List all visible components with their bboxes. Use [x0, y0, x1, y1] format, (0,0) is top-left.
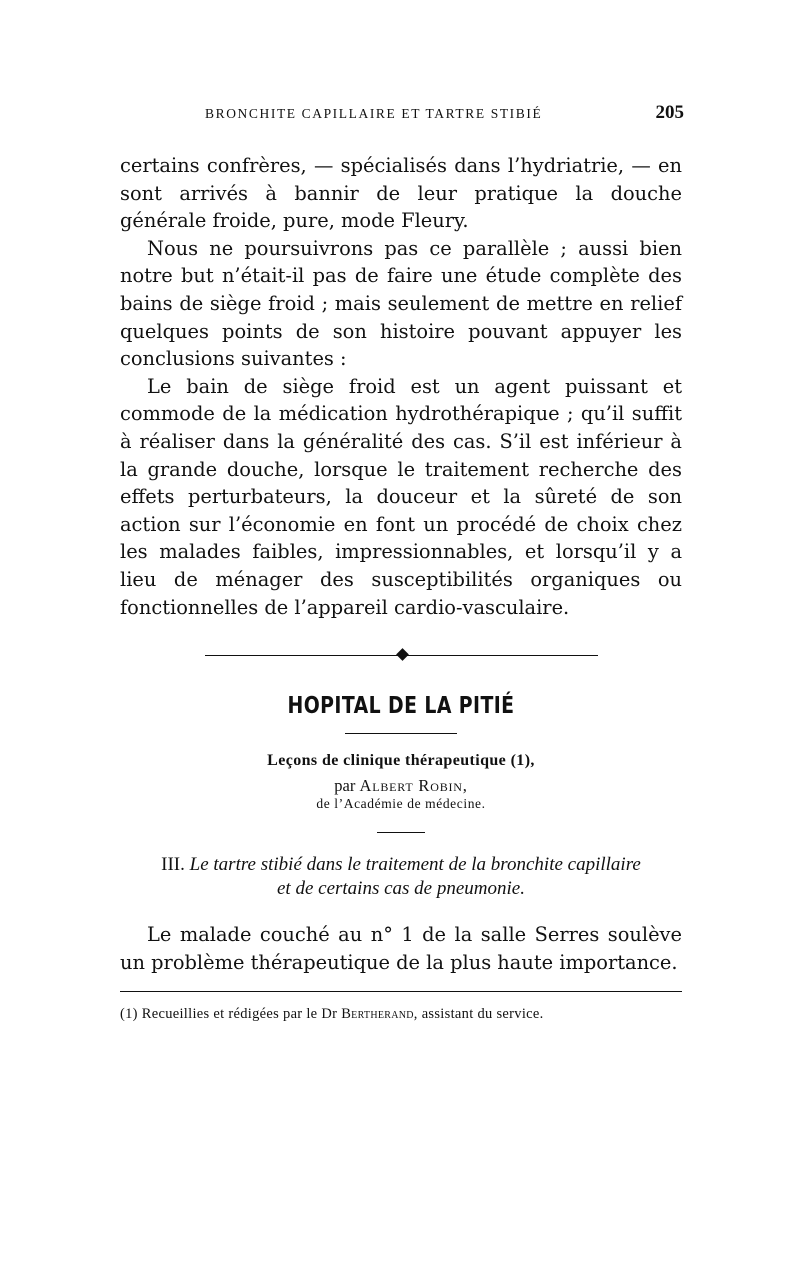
paragraph: Nous ne poursuivrons pas ce parallèle ; aussi bien notre but n’était-il pas de faire une étude complète des bains de siège froid ; mais seulement de mettre en relief quelques points de son histoire pouvant appuyer les conclusions suivantes :: [120, 236, 682, 371]
opening-text: [120, 921, 682, 977]
footnote-marker: (1): [120, 1006, 138, 1023]
footnote-rule: [120, 991, 682, 992]
paragraph: Le malade couché au n° 1 de la salle Serres soulève un problème thérapeutique de la plus haute importance.: [120, 923, 682, 975]
footnote-name: Bertherand,: [341, 1006, 418, 1023]
chapter-heading: [120, 853, 682, 901]
paragraph: certains confrères, — spécialisés dans l’hydriatrie, — en sont arrivés à bannir de leur pratique la douche générale froide, pure, mode Fleury.: [120, 154, 682, 233]
author-rule: [377, 832, 425, 833]
section-title: HOPITAL DE LA PITIÉ: [287, 693, 515, 720]
section-rule: [345, 733, 457, 734]
book-page: [120, 100, 682, 1023]
footnote-text: Recueillies et rédigées par le Dr: [141, 1006, 338, 1023]
lecture-title: Leçons de clinique thérapeutique (1),: [267, 752, 535, 770]
page-number: 205: [655, 102, 684, 123]
running-title: BRONCHITE CAPILLAIRE ET TARTRE STIBIÉ: [205, 106, 543, 121]
author-prefix: par: [334, 776, 356, 796]
chapter-title-line-2: et de certains cas de pneumonie.: [277, 878, 525, 900]
author-name: Albert Robin,: [359, 776, 468, 796]
ornamental-divider: [120, 647, 682, 665]
chapter-numeral: III.: [161, 854, 185, 876]
chapter-title-line-1: Le tartre stibié dans le traitement de la bronchite capillaire: [189, 854, 641, 876]
diamond-ornament-icon: [396, 648, 409, 661]
running-header: [120, 100, 682, 130]
paragraph: Le bain de siège froid est un agent puissant et commode de la médication hydrothérapique ; qu’il suffit à réaliser dans la généralité des cas. S’il est inférieur à la grande douche, lorsque le traitement recherche des effets perturbateurs, la douceur et la sûreté de son action sur l’économie en font un procédé de choix chez les malades faibles, impressionnables, et lorsqu’il y a lieu de ménager des susceptibilités organiques ou fonctionnelles de l’appareil cardio-vasculaire.: [120, 374, 682, 619]
body-text: [120, 152, 682, 621]
footnote: [120, 1006, 682, 1023]
author-line: [120, 776, 682, 796]
author-affiliation: de l’Académie de médecine.: [316, 796, 486, 812]
footnote-text-end: assistant du service.: [421, 1006, 544, 1023]
